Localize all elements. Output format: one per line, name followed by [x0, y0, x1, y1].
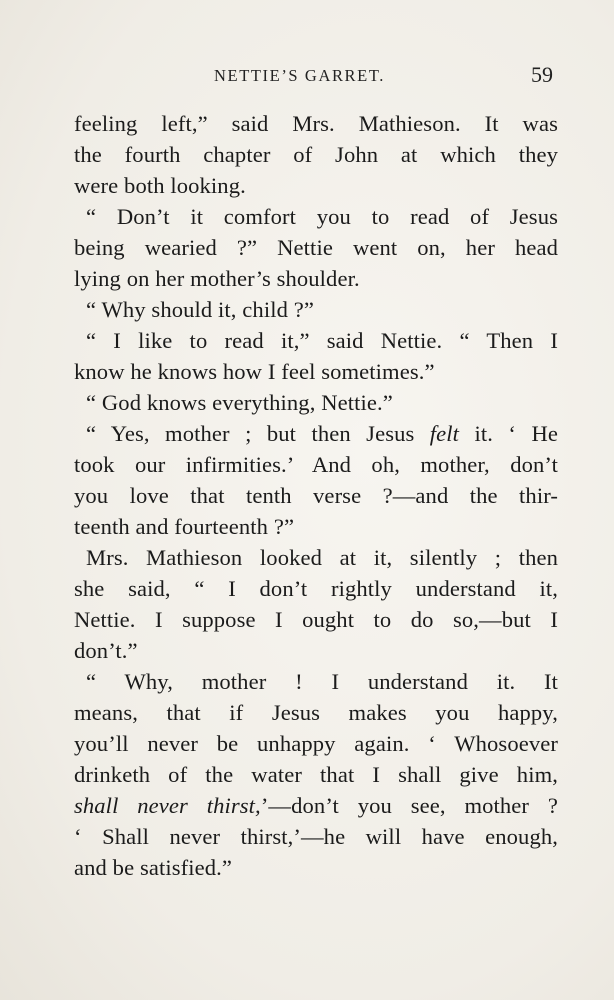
text-line — [74, 852, 558, 883]
text-line — [74, 418, 558, 449]
text-span: know he knows how I feel sometimes.” — [74, 359, 435, 384]
text-line — [74, 325, 558, 356]
text-span: “ Why, mother ! I understand it. It — [86, 669, 558, 694]
text-span: teenth and fourteenth ?” — [74, 514, 295, 539]
text-span: “ Why should it, child ?” — [86, 297, 314, 322]
text-span: “ God knows everything, Nettie.” — [86, 390, 393, 415]
running-title: NETTIE’S GARRET. — [214, 66, 386, 85]
text-span: Mrs. Mathieson looked at it, silently ; then — [86, 545, 558, 570]
text-line — [74, 108, 558, 139]
text-line — [74, 666, 558, 697]
text-line — [74, 790, 558, 821]
text-span: Nettie. I suppose I ought to do so,—but I — [74, 607, 558, 632]
text-line — [74, 480, 558, 511]
page-number: 59 — [531, 62, 553, 87]
text-line — [74, 387, 558, 418]
text-span: feeling left,” said Mrs. Mathieson. It was — [74, 111, 558, 136]
text-span: it. ‘ He — [459, 421, 558, 446]
text-line — [74, 759, 558, 790]
text-span: and be satisfied.” — [74, 855, 233, 880]
text-line — [74, 139, 558, 170]
running-head — [0, 60, 614, 90]
text-line — [74, 821, 558, 852]
text-line — [74, 294, 558, 325]
text-line — [74, 232, 558, 263]
text-span: you’ll never be unhappy again. ‘ Whosoever — [74, 731, 558, 756]
text-line — [74, 697, 558, 728]
text-span: the fourth chapter of John at which they — [74, 142, 558, 167]
text-line — [74, 356, 558, 387]
text-span: don’t.” — [74, 638, 138, 663]
text-span: being wearied ?” Nettie went on, her head — [74, 235, 558, 260]
text-line — [74, 201, 558, 232]
text-span: ‘ Shall never thirst,’—he will have enough, — [74, 824, 558, 849]
text-span: means, that if Jesus makes you happy, — [74, 700, 558, 725]
text-span: ’—don’t you see, mother ? — [260, 793, 558, 818]
text-line — [74, 635, 558, 666]
text-span: you love that tenth verse ?—and the thir- — [74, 483, 558, 508]
text-line — [74, 573, 558, 604]
body-text — [74, 108, 558, 883]
text-span: were both looking. — [74, 173, 246, 198]
italic-word: felt — [429, 421, 460, 446]
text-span: she said, “ I don’t rightly understand it, — [74, 576, 558, 601]
text-span: lying on her mother’s shoulder. — [74, 266, 360, 291]
italic-phrase: shall never thirst, — [74, 793, 261, 818]
text-line — [74, 604, 558, 635]
text-line — [74, 511, 558, 542]
text-span: “ I like to read it,” said Nettie. “ Then I — [86, 328, 558, 353]
text-line — [74, 263, 558, 294]
text-span: took our infirmities.’ And oh, mother, don’t — [74, 452, 558, 477]
text-line — [74, 542, 558, 573]
text-line — [74, 449, 558, 480]
text-span: “ Yes, mother ; but then Jesus — [86, 421, 430, 446]
text-span: drinketh of the water that I shall give him, — [74, 762, 558, 787]
text-line — [74, 728, 558, 759]
text-span: “ Don’t it comfort you to read of Jesus — [86, 204, 558, 229]
text-line — [74, 170, 558, 201]
